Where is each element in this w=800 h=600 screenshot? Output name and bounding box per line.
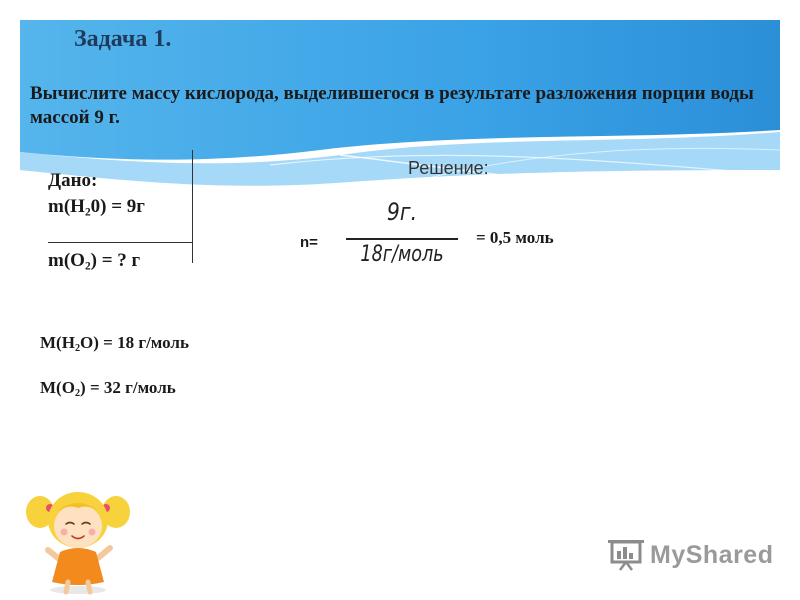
girl-illustration-icon xyxy=(18,478,138,598)
molar-mass-oxygen: $M(O_2) = 32$ г/моль xyxy=(40,378,176,400)
result-value: = 0,5 моль xyxy=(476,228,554,247)
myshared-logo xyxy=(606,535,773,575)
solution-header: Решение: xyxy=(408,158,489,178)
given-divider xyxy=(48,242,193,243)
fraction-denominator: 18г/моль xyxy=(360,242,444,267)
find-mass-oxygen: $m(O_2)$ = ? г xyxy=(48,250,141,273)
given-vertical-line xyxy=(192,150,193,263)
task-text: Вычислите массу кислорода, выделившегося в результате разложения порции воды массой 9 г. xyxy=(30,83,754,128)
given-header: Дано: xyxy=(48,170,98,191)
presentation-board-icon xyxy=(606,538,644,572)
slide-title: Задача 1. xyxy=(74,26,172,52)
n-label: n= xyxy=(300,234,318,251)
given-mass-water: $m(H_20) = 9г$ xyxy=(48,196,145,219)
molar-mass-water: $M(H_2O) = 18$ г/моль xyxy=(40,333,189,355)
fraction-numerator: 9г. xyxy=(386,198,418,226)
handwritten-fraction xyxy=(346,198,458,278)
fraction-bar xyxy=(346,238,458,240)
brand-name: MyShared xyxy=(650,540,774,569)
